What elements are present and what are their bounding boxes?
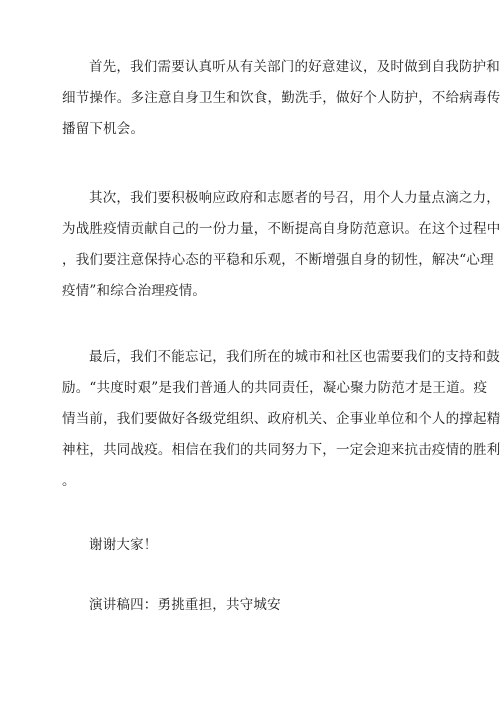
paragraph-line: 。 — [62, 473, 76, 489]
paragraph-line: ，我们要注意保持心态的平稳和乐观，不断增强自身的韧性，解决“心理 — [62, 252, 494, 268]
paragraph-line: 为战胜疫情贡献自己的一份力量，不断提高自身防范意识。在这个过程中 — [62, 221, 500, 237]
paragraph-line: 细节操作。多注意自身卫生和饮食，勤洗手，做好个人防护，不给病毒传 — [62, 90, 500, 106]
paragraph-line: 首先，我们需要认真听从有关部门的好意建议，及时做到自我防护和 — [89, 59, 500, 75]
paragraph-line: 播留下机会。 — [62, 121, 145, 137]
paragraph-second — [62, 183, 500, 307]
section-heading — [62, 590, 442, 621]
paragraph-line: 励。“共度时艰”是我们普通人的共同责任，凝心聚力防范才是王道。疫 — [62, 380, 488, 396]
closing-thanks — [62, 530, 442, 561]
paragraph-line: 谢谢大家！ — [89, 537, 158, 553]
paragraph-line: 其次，我们要积极响应政府和志愿者的号召，用个人力量点滴之力， — [89, 190, 500, 206]
paragraph-line: 最后，我们不能忘记，我们所在的城市和社区也需要我们的支持和鼓 — [89, 349, 500, 365]
paragraph-third — [62, 342, 500, 497]
paragraph-line: 情当前，我们要做好各级党组织、政府机关、企事业单位和个人的撑起精 — [62, 411, 500, 427]
paragraph-line: 演讲稿四：勇挑重担，共守城安 — [89, 597, 281, 613]
paragraph-line: 神柱，共同战疫。相信在我们的共同努力下，一定会迎来抗击疫情的胜利 — [62, 442, 500, 458]
paragraph-line: 疫情”和综合治理疫情。 — [62, 283, 207, 299]
paragraph-first — [62, 52, 500, 145]
